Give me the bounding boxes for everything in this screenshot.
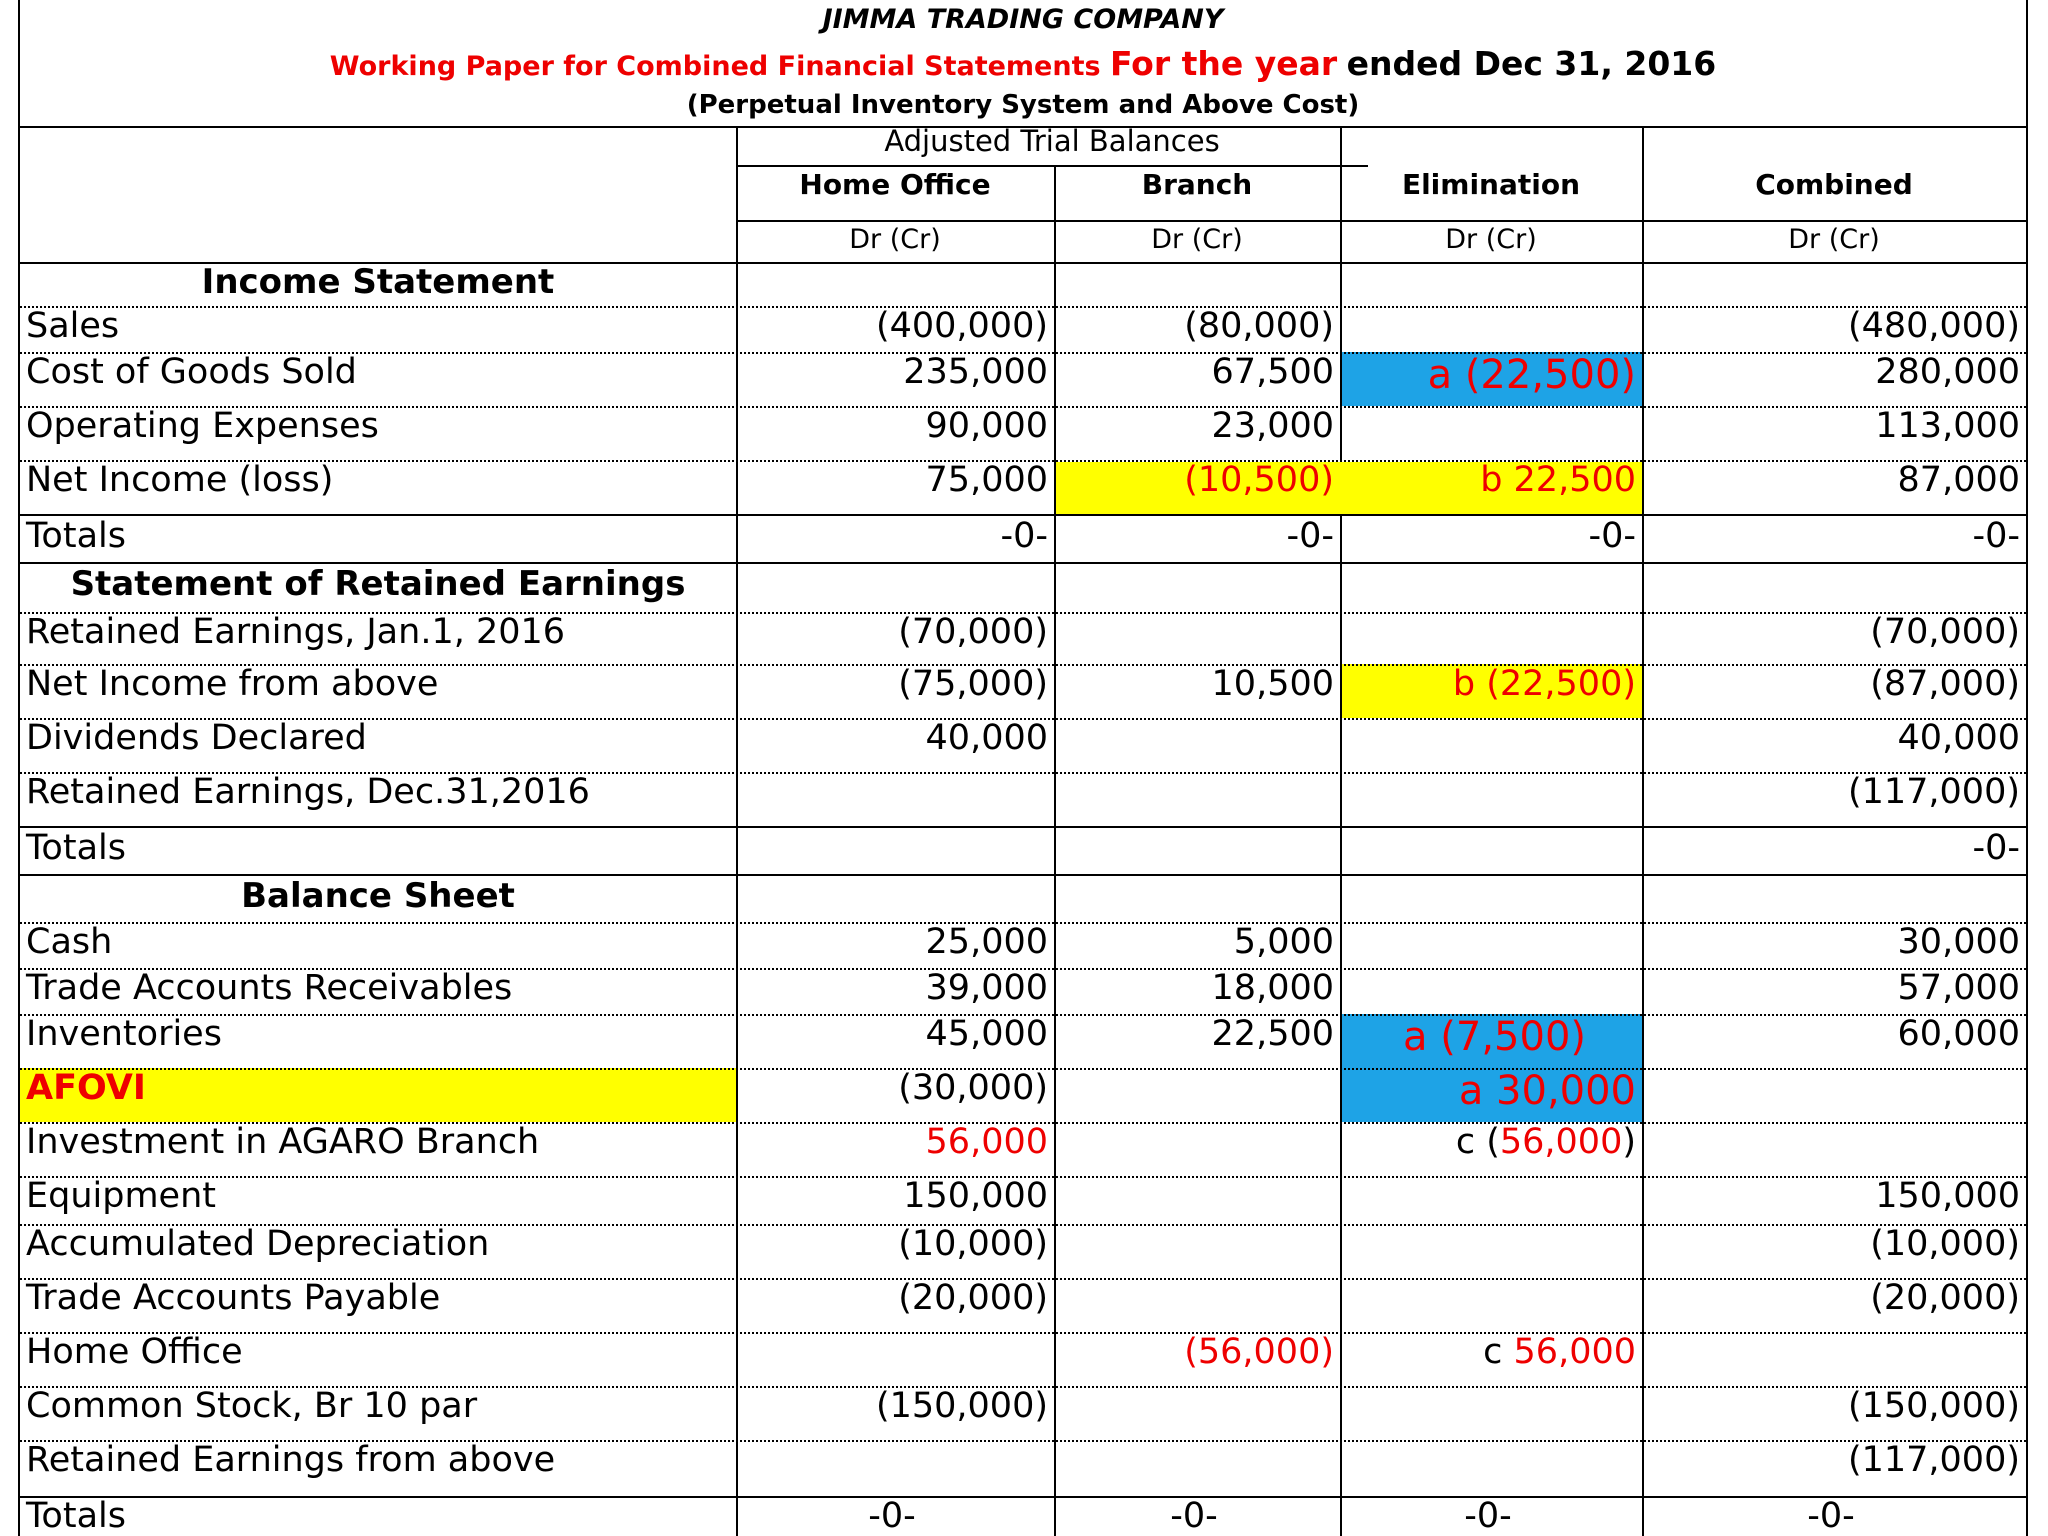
- combined-value: 40,000: [1897, 718, 2020, 758]
- balance-sheet-title: Balance Sheet: [241, 876, 515, 916]
- subtitle-red: Working Paper for Combined Financial Statements: [329, 51, 1101, 82]
- home-value: (70,000): [898, 612, 1048, 652]
- home-total: -0-: [868, 1496, 916, 1536]
- branch-home-office-value: (56,000): [1184, 1332, 1334, 1372]
- combined-value: 87,000: [1897, 460, 2020, 500]
- combined-value: (480,000): [1847, 306, 2020, 346]
- elimination-entry-b: b (22,500): [1452, 664, 1636, 704]
- row-label: Home Office: [26, 1332, 243, 1372]
- drcr-elim: Dr (Cr): [1445, 224, 1537, 255]
- company-title: JIMMA TRADING COMPANY: [822, 4, 1224, 35]
- row-label: Retained Earnings, Jan.1, 2016: [26, 612, 566, 652]
- investment-home-value: 56,000: [925, 1122, 1048, 1162]
- home-value: 45,000: [925, 1014, 1048, 1054]
- row-label: Net Income (loss): [26, 460, 334, 500]
- combined-value: (117,000): [1847, 1440, 2020, 1480]
- branch-value: 18,000: [1211, 968, 1334, 1008]
- branch-header: Branch: [1141, 168, 1253, 201]
- adjusted-trial-balances-header: Adjusted Trial Balances: [884, 124, 1220, 158]
- worksheet: [18, 0, 2028, 1536]
- income-statement-title: Income Statement: [201, 262, 555, 302]
- home-office-header: Home Office: [799, 168, 991, 201]
- subtitle-for: For the year: [1109, 44, 1338, 83]
- elimination-entry-a: a 30,000: [1458, 1068, 1636, 1114]
- combined-value: 280,000: [1875, 352, 2020, 392]
- row-label: Equipment: [26, 1176, 216, 1216]
- combined-value: (10,000): [1870, 1224, 2020, 1264]
- row-label: Investment in AGARO Branch: [26, 1122, 540, 1162]
- combined-total: -0-: [1972, 828, 2020, 868]
- totals-label: Totals: [26, 516, 126, 556]
- row-label: Inventories: [26, 1014, 222, 1054]
- home-total: -0-: [1000, 516, 1048, 556]
- home-value: 25,000: [925, 922, 1048, 962]
- home-value: 39,000: [925, 968, 1048, 1008]
- branch-value: (80,000): [1184, 306, 1334, 346]
- afovi-label: AFOVI: [26, 1068, 146, 1108]
- combined-value: 60,000: [1897, 1014, 2020, 1054]
- row-label: Accumulated Depreciation: [26, 1224, 490, 1264]
- home-value: (10,000): [898, 1224, 1048, 1264]
- combined-value: 30,000: [1897, 922, 2020, 962]
- combined-value: 113,000: [1875, 406, 2020, 446]
- elimination-header: Elimination: [1401, 168, 1581, 201]
- home-value: 150,000: [903, 1176, 1048, 1216]
- combined-total: -0-: [1972, 516, 2020, 556]
- home-value: (150,000): [875, 1386, 1048, 1426]
- branch-value: 10,500: [1211, 664, 1334, 704]
- branch-value: 5,000: [1233, 922, 1334, 962]
- row-label: Trade Accounts Receivables: [26, 968, 513, 1008]
- home-value: (20,000): [898, 1278, 1048, 1318]
- combined-value: 57,000: [1897, 968, 2020, 1008]
- retained-earnings-title: Statement of Retained Earnings: [70, 564, 686, 604]
- home-value: 40,000: [925, 718, 1048, 758]
- elimination-entry-a: a (22,500): [1427, 352, 1636, 398]
- drcr-home: Dr (Cr): [849, 224, 941, 255]
- branch-net-loss: (10,500): [1184, 460, 1334, 500]
- elimination-entry-c: c 56,000: [1483, 1332, 1636, 1372]
- combined-value: (20,000): [1870, 1278, 2020, 1318]
- inventory-method: (Perpetual Inventory System and Above Cost): [686, 90, 1360, 120]
- drcr-branch: Dr (Cr): [1151, 224, 1243, 255]
- combined-value: (117,000): [1847, 772, 2020, 812]
- elim-total: -0-: [1464, 1496, 1512, 1536]
- home-value: (75,000): [898, 664, 1048, 704]
- elimination-entry-b: b 22,500: [1480, 460, 1636, 500]
- combined-value: (87,000): [1870, 664, 2020, 704]
- combined-value: (150,000): [1847, 1386, 2020, 1426]
- combined-value: (70,000): [1870, 612, 2020, 652]
- branch-value: 67,500: [1211, 352, 1334, 392]
- row-label: Operating Expenses: [26, 406, 379, 446]
- home-value: (400,000): [875, 306, 1048, 346]
- branch-total: -0-: [1170, 1496, 1218, 1536]
- row-label: Net Income from above: [26, 664, 439, 704]
- combined-value: 150,000: [1875, 1176, 2020, 1216]
- subtitle-end: ended Dec 31, 2016: [1346, 44, 1717, 83]
- elimination-entry-a: a (7,500): [1403, 1014, 1586, 1060]
- branch-total: -0-: [1286, 516, 1334, 556]
- row-label: Sales: [26, 306, 120, 346]
- home-value: 235,000: [903, 352, 1048, 392]
- row-label: Common Stock, Br 10 par: [26, 1386, 478, 1426]
- drcr-combined: Dr (Cr): [1788, 224, 1880, 255]
- home-value: (30,000): [898, 1068, 1048, 1108]
- home-value: 75,000: [925, 460, 1048, 500]
- row-label: Retained Earnings from above: [26, 1440, 556, 1480]
- totals-label: Totals: [26, 828, 126, 868]
- row-label: Retained Earnings, Dec.31,2016: [26, 772, 590, 812]
- row-label: Trade Accounts Payable: [26, 1278, 441, 1318]
- branch-value: 22,500: [1211, 1014, 1334, 1054]
- totals-label: Totals: [26, 1496, 126, 1536]
- row-label: Cash: [26, 922, 113, 962]
- row-label: Cost of Goods Sold: [26, 352, 357, 392]
- elim-total: -0-: [1588, 516, 1636, 556]
- branch-value: 23,000: [1211, 406, 1334, 446]
- worksheet-subtitle: [20, 44, 2026, 83]
- elimination-entry-c: c (56,000): [1455, 1122, 1636, 1162]
- row-label: Dividends Declared: [26, 718, 367, 758]
- combined-header: Combined: [1755, 168, 1913, 201]
- combined-total: -0-: [1807, 1496, 1855, 1536]
- home-value: 90,000: [925, 406, 1048, 446]
